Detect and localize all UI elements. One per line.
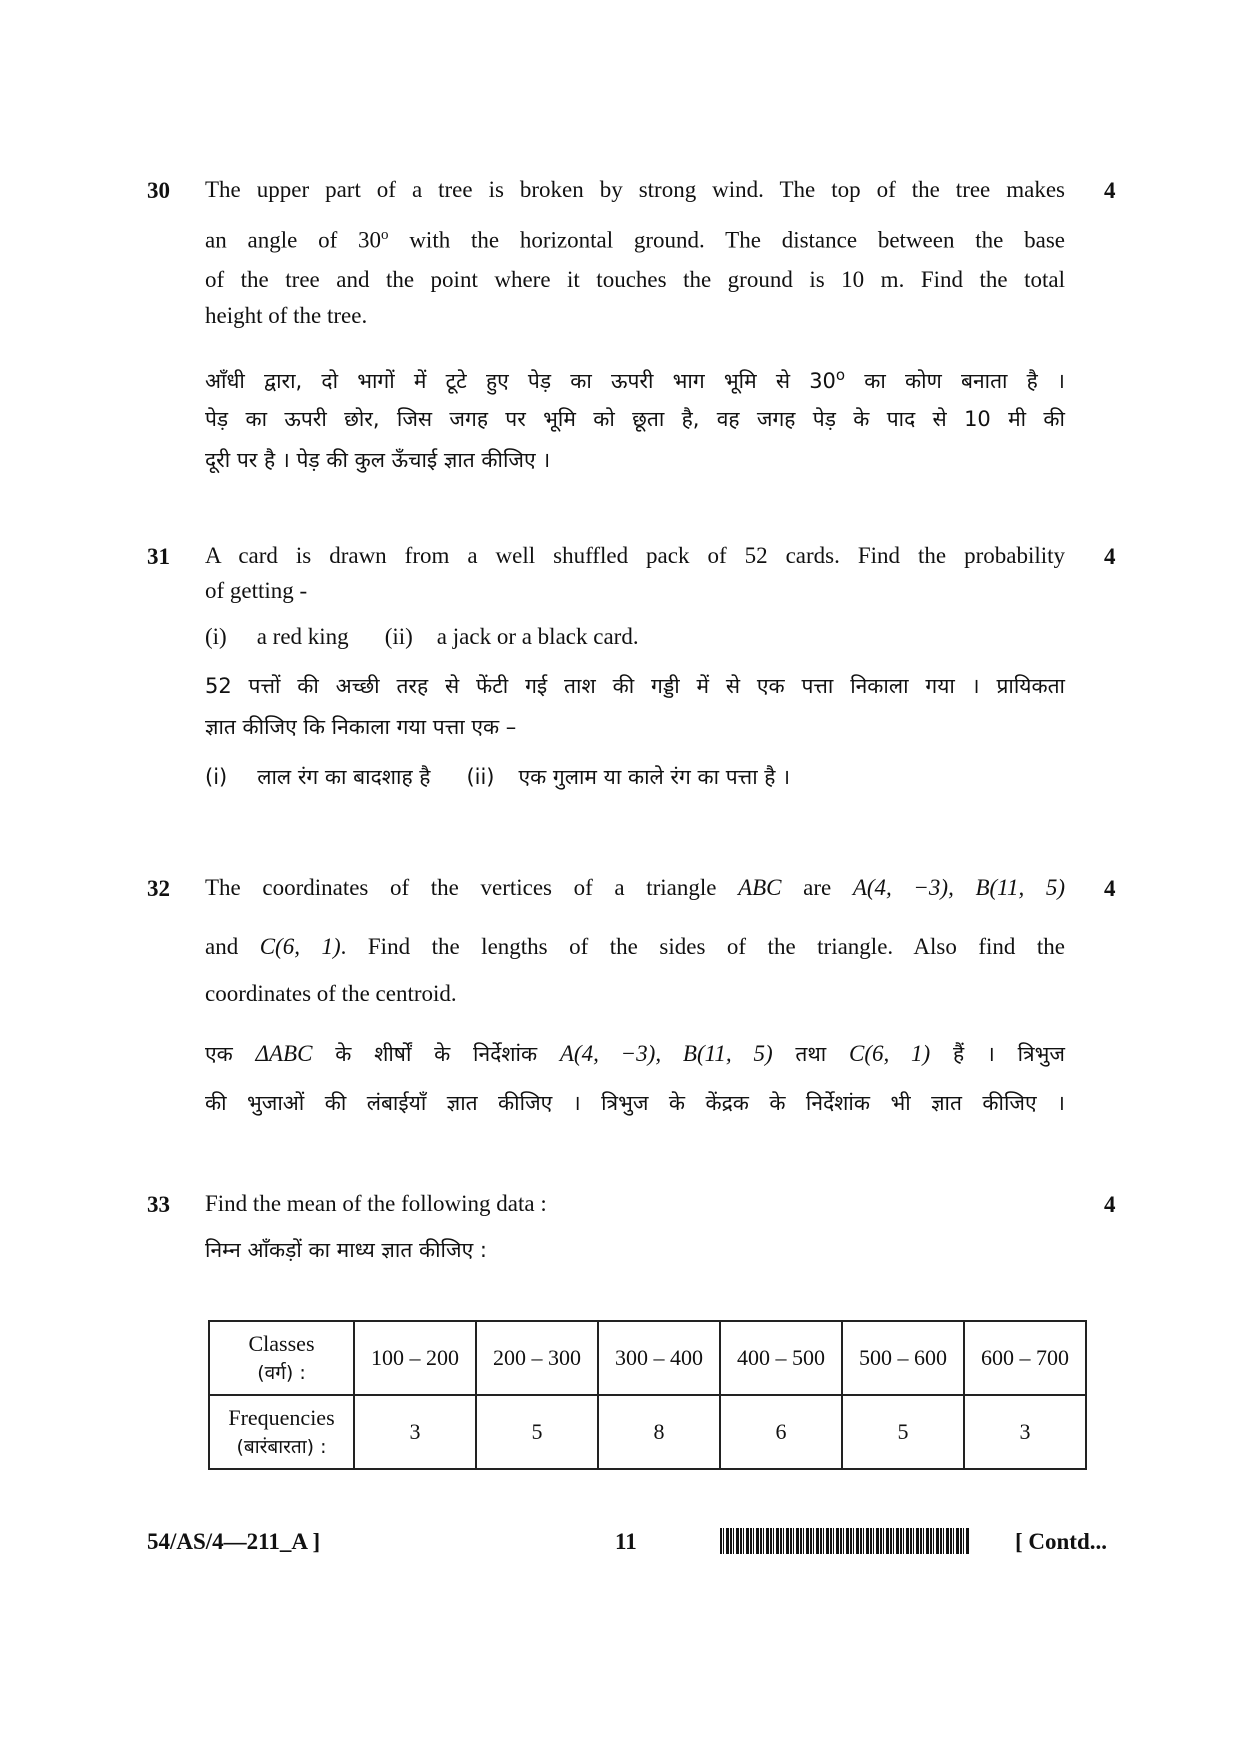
page-number: 11 bbox=[615, 1529, 637, 1554]
question-number: 32 bbox=[147, 876, 170, 901]
question-marks: 4 bbox=[1104, 544, 1116, 569]
class-cell: 300 – 400 bbox=[598, 1321, 720, 1395]
q31-hindi-line-2: ज्ञात कीजिए कि निकाला गया पत्ता एक – bbox=[205, 715, 517, 739]
q31-hindi-options: (i) लाल रंग का बादशाह है (ii) एक गुलाम या काले रंग का पत्ता है । bbox=[205, 765, 791, 789]
class-cell: 500 – 600 bbox=[842, 1321, 964, 1395]
q30-english-line-4: height of the tree. bbox=[205, 303, 368, 328]
frequency-cell: 3 bbox=[964, 1395, 1086, 1469]
q30-hindi-line-2: पेड़ का ऊपरी छोर, जिस जगह पर भूमि को छूता है, वह जगह पेड़ के पाद से 10 मी की bbox=[205, 407, 1065, 431]
q30-hindi-line-3: दूरी पर है । पेड़ की कुल ऊँचाई ज्ञात कीजिए । bbox=[205, 448, 551, 472]
q32-english-line-3: coordinates of the centroid. bbox=[205, 981, 457, 1006]
table-row bbox=[209, 1321, 1086, 1395]
q31-english-options: (i) a red king (ii) a jack or a black card. bbox=[205, 624, 639, 649]
classes-header: Classes (वर्ग) : bbox=[209, 1321, 354, 1395]
contd-label: [ Contd... bbox=[1015, 1529, 1108, 1554]
class-cell: 400 – 500 bbox=[720, 1321, 842, 1395]
q31-hindi-line-1: 52 पत्तों की अच्छी तरह से फेंटी गई ताश की गड्डी में से एक पत्ता निकाला गया । प्रायिकता bbox=[205, 674, 1065, 698]
frequency-cell: 6 bbox=[720, 1395, 842, 1469]
question-marks: 4 bbox=[1104, 1192, 1116, 1217]
q32-english-line-2: and C(6, 1). Find the lengths of the sides of the triangle. Also find the bbox=[205, 934, 1065, 959]
class-cell: 200 – 300 bbox=[476, 1321, 598, 1395]
frequencies-header: Frequencies (बारंबारता) : bbox=[209, 1395, 354, 1469]
q30-english-line-1: The upper part of a tree is broken by strong wind. The top of the tree makes bbox=[205, 177, 1065, 202]
barcode bbox=[720, 1528, 970, 1554]
q30-english-line-2: an angle of 30$^o$ with the horizontal ground. The distance between the base bbox=[205, 227, 1065, 253]
frequency-cell: 3 bbox=[354, 1395, 476, 1469]
q32-hindi-line-2: की भुजाओं की लंबाईयाँ ज्ञात कीजिए । त्रिभुज के केंद्रक के निर्देशांक भी ज्ञात कीजिए । bbox=[205, 1091, 1065, 1115]
question-number: 31 bbox=[147, 544, 170, 569]
q31-english-line-1: A card is drawn from a well shuffled pack of 52 cards. Find the probability bbox=[205, 543, 1065, 568]
frequency-cell: 8 bbox=[598, 1395, 720, 1469]
q33-english-line-1: Find the mean of the following data : bbox=[205, 1191, 547, 1216]
question-marks: 4 bbox=[1104, 178, 1116, 203]
q31-english-line-2: of getting - bbox=[205, 578, 308, 603]
q32-hindi-line-1: एक ΔABC के शीर्षों के निर्देशांक A(4, −3), B(11, 5) तथा C(6, 1) हैं । त्रिभुज bbox=[205, 1041, 1065, 1066]
class-cell: 600 – 700 bbox=[964, 1321, 1086, 1395]
class-cell: 100 – 200 bbox=[354, 1321, 476, 1395]
frequency-table bbox=[208, 1320, 1087, 1470]
q32-english-line-1: The coordinates of the vertices of a triangle ABC are A(4, −3), B(11, 5) bbox=[205, 875, 1065, 900]
frequency-cell: 5 bbox=[476, 1395, 598, 1469]
q30-hindi-line-1: आँधी द्वारा, दो भागों में टूटे हुए पेड़ का ऊपरी भाग भूमि से 30$^o$ का कोण बनाता है । bbox=[205, 366, 1065, 393]
q30-english-line-3: of the tree and the point where it touches the ground is 10 m. Find the total bbox=[205, 267, 1065, 292]
paper-code: 54/AS/4—211_A ] bbox=[147, 1529, 321, 1554]
q33-hindi-line-1: निम्न आँकड़ों का माध्य ज्ञात कीजिए : bbox=[205, 1238, 487, 1262]
question-marks: 4 bbox=[1104, 876, 1116, 901]
question-number: 30 bbox=[147, 178, 170, 203]
question-number: 33 bbox=[147, 1192, 170, 1217]
frequency-cell: 5 bbox=[842, 1395, 964, 1469]
table-row bbox=[209, 1395, 1086, 1469]
